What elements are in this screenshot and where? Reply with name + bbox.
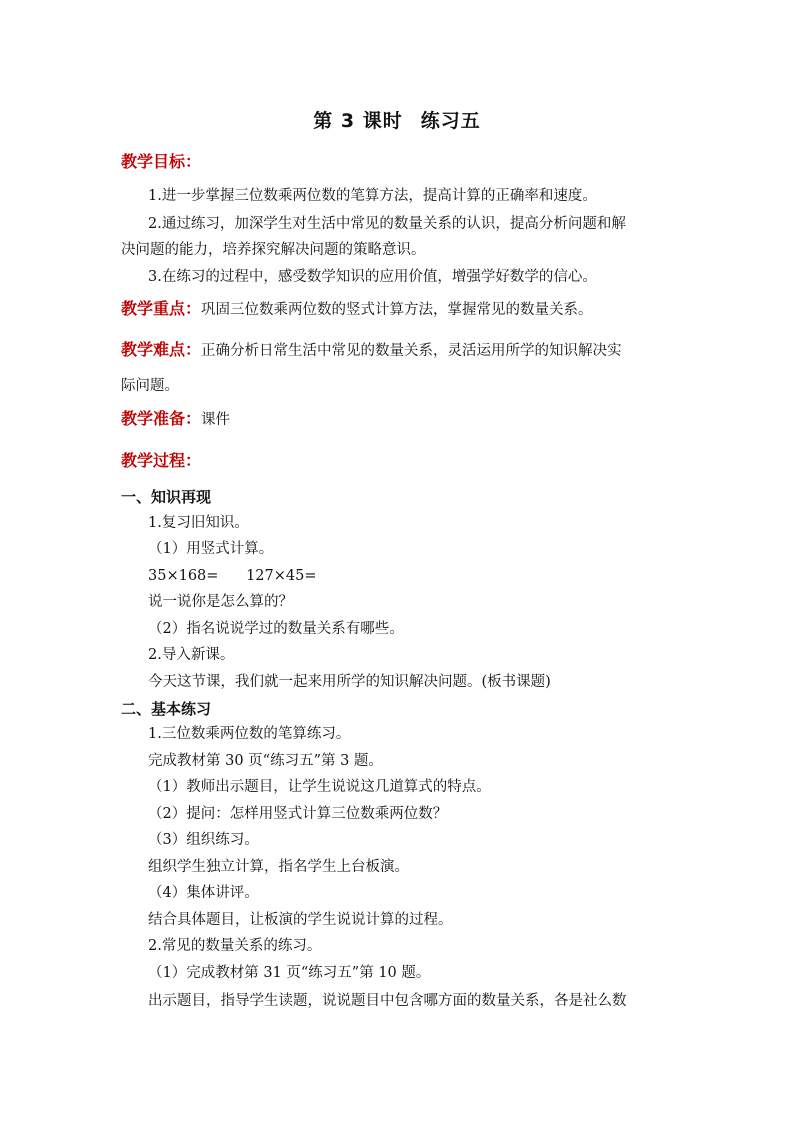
section1-line: 说一说你是怎么算的？ [148,594,293,610]
title-name: 练习五 [420,110,481,132]
section2-line: 出示题目，指导学生读题，说说题目中包含哪方面的数量关系，各是社么数 [148,993,627,1009]
process-label: 教学过程： [121,451,202,470]
page-title [0,106,794,133]
goal-line-1: 1.进一步掌握三位数乘两位数的笔算方法，提高计算的正确率和速度。 [148,188,597,204]
section1-line: （1）用竖式计算。 [148,541,274,557]
goals-label: 教学目标： [121,152,202,171]
section2-line: 完成教材第 30 页“练习五”第 3 题。 [148,753,383,769]
section1-line: （2）指名说说学过的数量关系有哪些。 [148,621,404,637]
difficulty-text-cont: 际问题。 [121,378,179,394]
section1-line: 今天这节课，我们就一起来用所学的知识解决问题。(板书课题) [148,674,551,690]
key-point-text: 巩固三位数乘两位数的竖式计算方法，掌握常见的数量关系。 [201,302,593,318]
section2-line: 组织学生独立计算，指名学生上台板演。 [148,859,409,875]
process-heading [121,450,201,472]
prep [121,408,230,431]
section2-line: （2）提问：怎样用竖式计算三位数乘两位数？ [148,806,448,822]
difficulty-text: 正确分析日常生活中常见的数量关系，灵活运用所学的知识解决实 [201,343,622,359]
goal-line-4: 3.在练习的过程中，感受数学知识的应用价值，增强学好数学的信心。 [148,269,597,285]
goals-heading [121,151,201,173]
section2-line: （1）教师出示题目，让学生说说这几道算式的特点。 [148,779,491,795]
title-lesson: 第 3 课时 [313,110,403,132]
section2-line: （4）集体讲评。 [148,885,259,901]
prep-text: 课件 [201,412,231,428]
section2-line: 1.三位数乘两位数的笔算练习。 [148,726,351,742]
key-point-label: 教学重点： [121,299,202,318]
section2-heading: 二、基本练习 [121,700,212,718]
section1-line: 1.复习旧知识。 [148,515,249,531]
section1-line: 2.导入新课。 [148,647,235,663]
prep-label: 教学准备： [121,409,202,428]
goal-line-2: 2.通过练习，加深学生对生活中常见的数量关系的认识，提高分析问题和解 [148,216,626,232]
section2-line: （3）组织练习。 [148,832,259,848]
section1-heading: 一、知识再现 [121,488,212,506]
key-point [121,298,593,321]
section2-line: 2.常见的数量关系的练习。 [148,938,322,954]
difficulty [121,339,622,362]
section2-line: 结合具体题目，让板演的学生说说计算的过程。 [148,912,453,928]
section2-line: （1）完成教材第 31 页“练习五”第 10 题。 [148,965,431,981]
section1-formula: 35×168= 127×45= [148,568,317,584]
goal-line-3: 决问题的能力，培养探究解决问题的策略意识。 [121,242,426,258]
difficulty-label: 教学难点： [121,340,202,359]
